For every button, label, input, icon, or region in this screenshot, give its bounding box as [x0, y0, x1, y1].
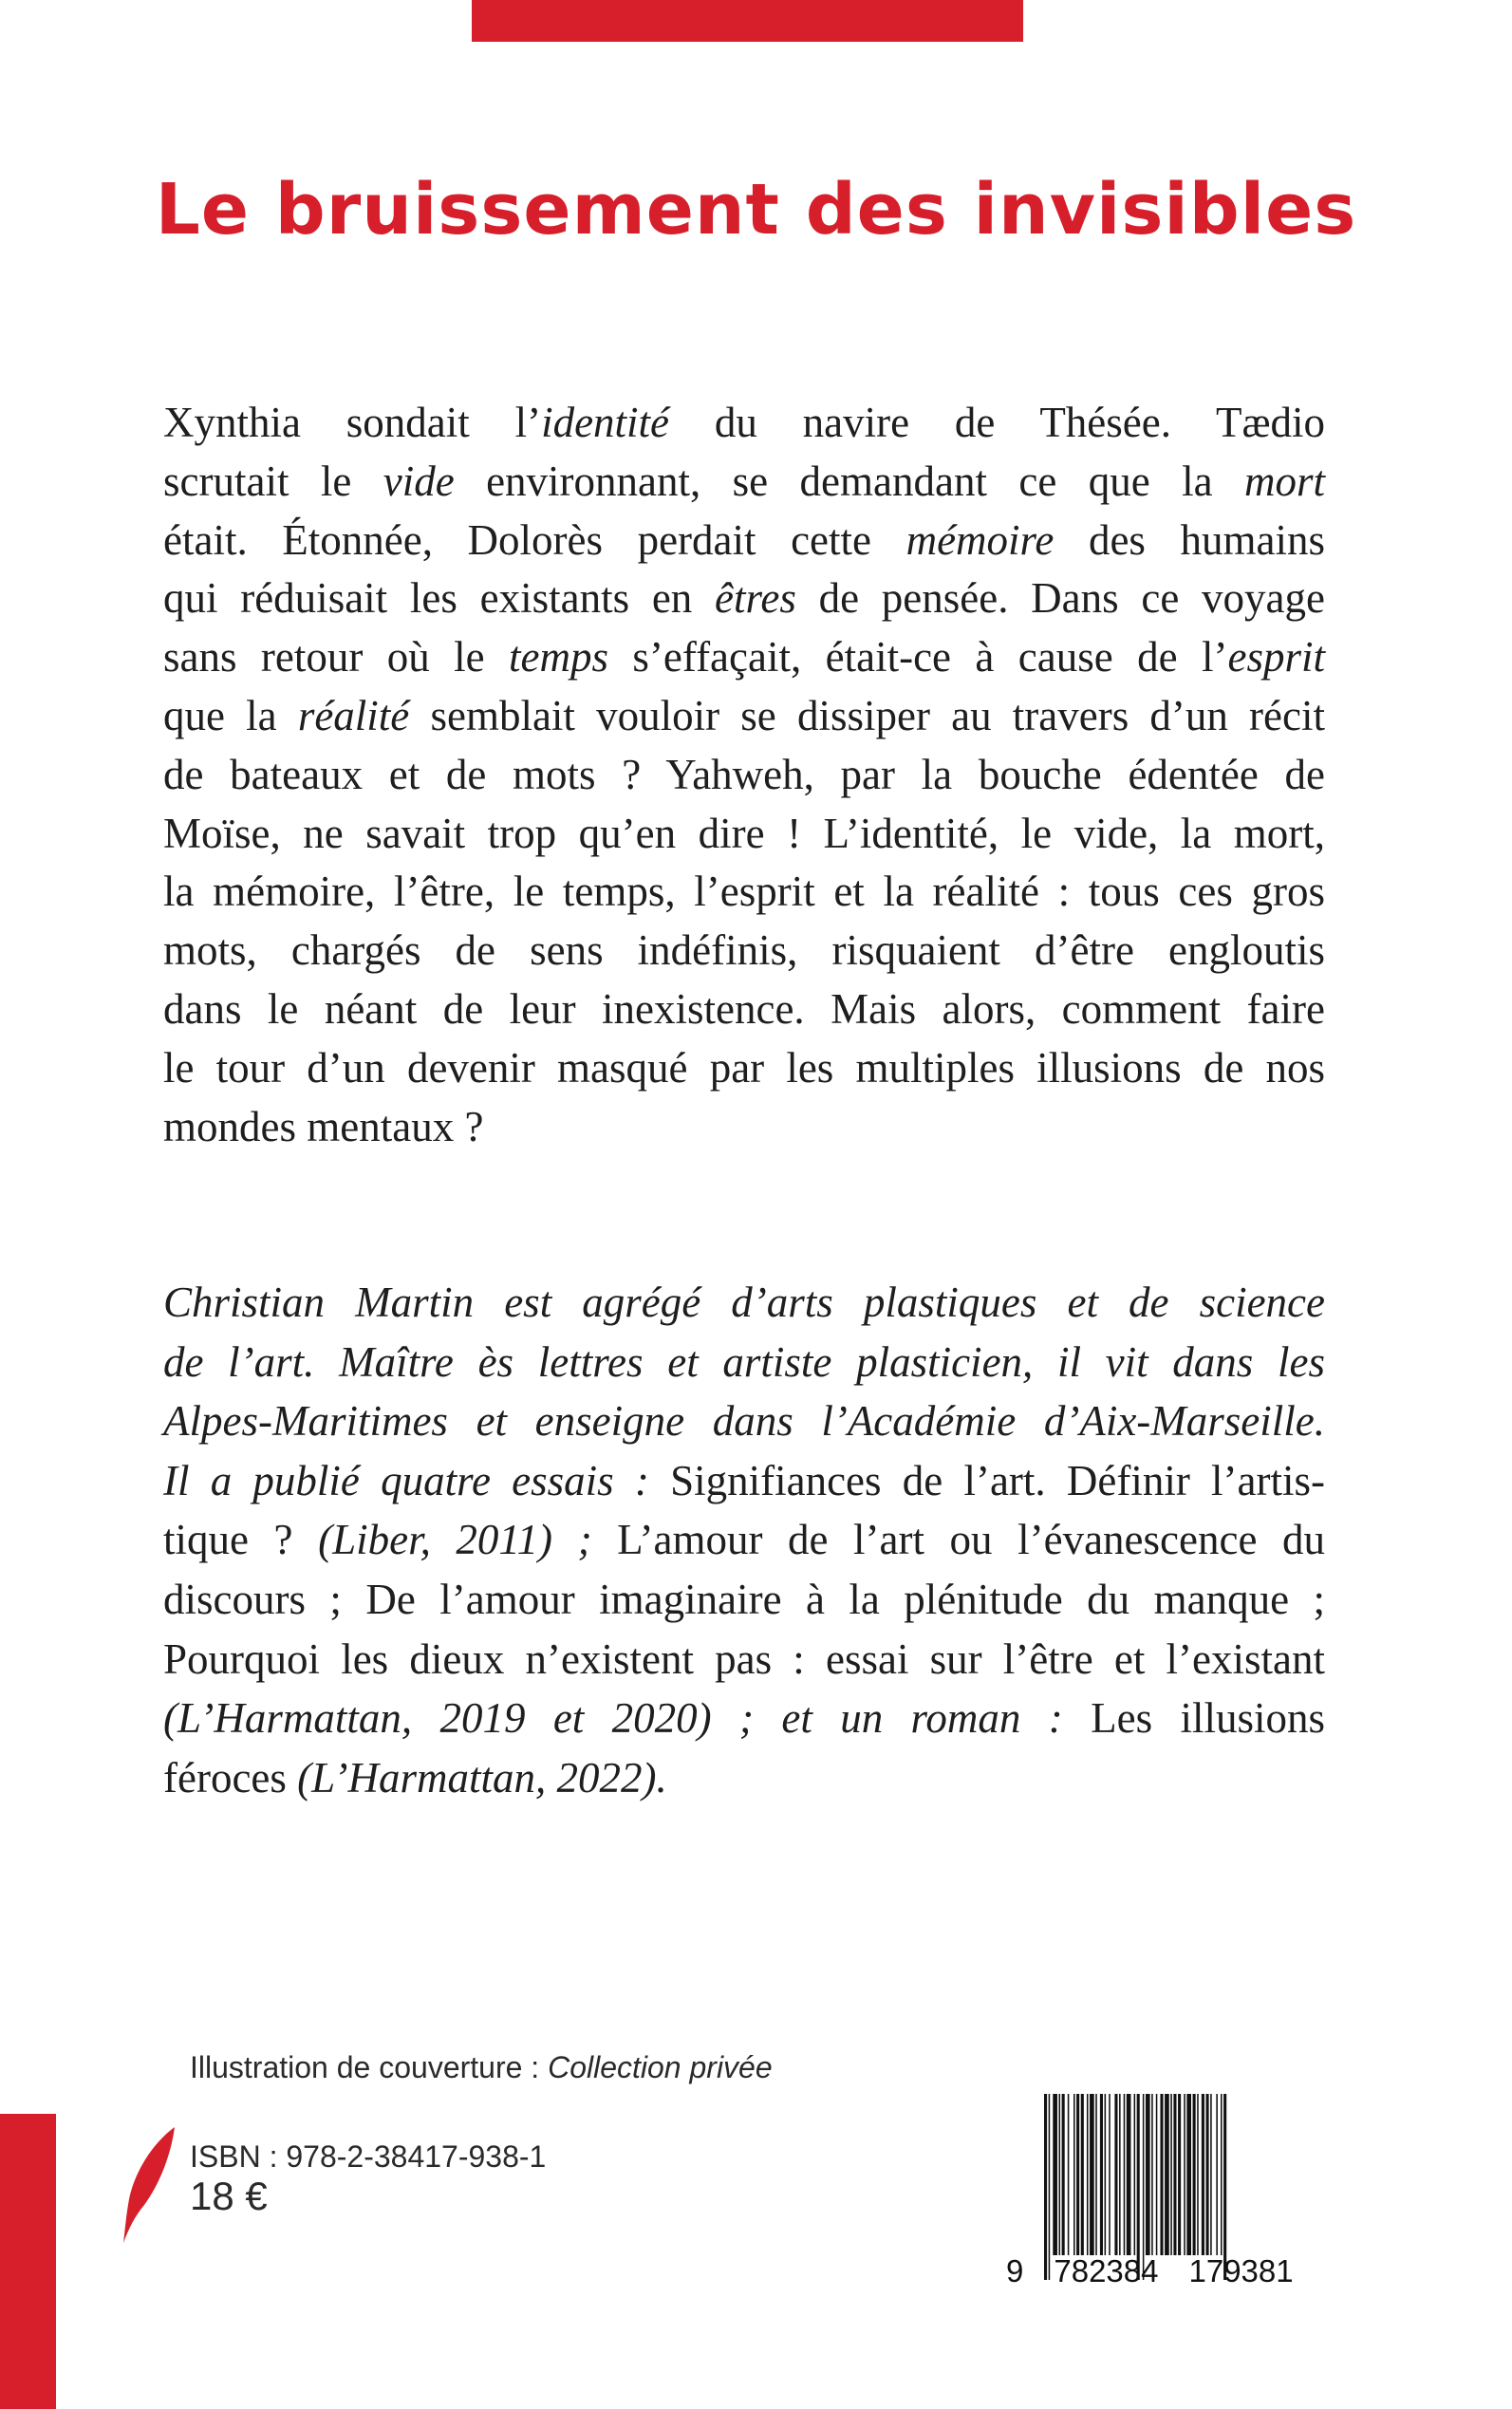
barcode-bar — [1202, 2094, 1204, 2255]
barcode-bar — [1160, 2094, 1163, 2255]
bio-line: discours ; De l’amour imaginaire à la plénitude du manque ; — [163, 1575, 1325, 1623]
barcode-bar — [1062, 2094, 1065, 2255]
feather-logo-icon — [116, 2123, 182, 2247]
barcode-digit-group: 179381 — [1188, 2253, 1294, 2288]
barcode-bar — [1223, 2094, 1226, 2280]
barcode-bar — [1173, 2094, 1176, 2255]
bio-line: féroces (L’Harmattan, 2022). — [163, 1753, 667, 1802]
barcode-bar — [1100, 2094, 1103, 2255]
barcode-bar — [1193, 2094, 1196, 2255]
bio-line: tique ? (Liber, 2011) ; L’amour de l’art ou l’évanescence du — [163, 1516, 1325, 1564]
summary-line: sans retour où le temps s’effaçait, était-ce à cause de l’esprit — [163, 633, 1326, 682]
barcode-bar — [1184, 2094, 1185, 2255]
bio-line: Alpes-Maritimes et enseigne dans l’Académie d’Aix-Marseille. — [163, 1397, 1325, 1446]
bio-line: Pourquoi les dieux n’existent pas : essai sur l’être et l’existant — [163, 1634, 1325, 1683]
summary-line: dans le néant de leur inexistence. Mais alors, comment faire — [163, 984, 1325, 1033]
barcode-bar — [1143, 2094, 1145, 2280]
barcode-bar — [1206, 2094, 1209, 2255]
barcode-bar — [1178, 2094, 1181, 2255]
left-accent-bar — [0, 2114, 56, 2409]
summary-line: scrutait le vide environnant, se demandant ce que la mort — [163, 457, 1325, 505]
bio-line: de l’art. Maître ès lettres et artiste plasticien, il vit dans les — [163, 1337, 1325, 1386]
bio-line: Christian Martin est agrégé d’arts plastiques et de science — [163, 1279, 1325, 1326]
summary-line: de bateaux et de mots ? Yahweh, par la bouche édentée de — [163, 750, 1325, 798]
barcode-bar — [1087, 2094, 1089, 2255]
summary-line: qui réduisait les existants en êtres de pensée. Dans ce voyage — [163, 574, 1325, 623]
barcode-bar — [1216, 2094, 1218, 2255]
summary-text — [163, 394, 1325, 1156]
barcode-bar — [1197, 2094, 1199, 2255]
barcode-bar — [1134, 2094, 1136, 2255]
book-title: Le bruissement des invisibles — [155, 169, 1357, 251]
barcode-bar — [1170, 2094, 1172, 2255]
barcode-bar — [1137, 2094, 1140, 2280]
barcode-bar — [1081, 2094, 1084, 2255]
barcode-bar — [1114, 2094, 1117, 2255]
barcode-bar — [1049, 2094, 1051, 2280]
illustration-credit: Illustration de couverture : Collection privée — [190, 2050, 773, 2084]
bio-line: (L’Harmattan, 2019 et 2020) ; et un roman : Les illusions — [163, 1694, 1325, 1743]
barcode-bar — [1124, 2094, 1126, 2255]
barcode-bar — [1059, 2094, 1061, 2255]
summary-line: que la réalité semblait vouloir se dissiper au travers d’un récit — [163, 691, 1325, 739]
barcode-bar — [1146, 2094, 1150, 2255]
barcode-bar — [1044, 2094, 1047, 2280]
barcode-bar — [1053, 2094, 1057, 2255]
barcode-bar — [1165, 2094, 1169, 2255]
summary-line: mondes mentaux ? — [163, 1102, 484, 1150]
barcode-bar — [1221, 2094, 1223, 2255]
barcode-bar — [1186, 2094, 1191, 2255]
barcode-bar — [1090, 2094, 1094, 2255]
barcode-bar — [1095, 2094, 1097, 2255]
barcode-digit-group: 782384 — [1054, 2253, 1159, 2288]
summary-line: la mémoire, l’être, le temps, l’esprit et la réalité : tous ces gros — [163, 868, 1325, 916]
barcode-bar — [1119, 2094, 1121, 2255]
barcode-bar — [1076, 2094, 1079, 2255]
barcode-bar — [1105, 2094, 1107, 2255]
summary-line: Xynthia sondait l’identité du navire de Thésée. Tædio — [163, 399, 1325, 446]
author-bio — [163, 1273, 1325, 1807]
barcode-bar — [1109, 2094, 1111, 2255]
summary-line: était. Étonnée, Dolorès perdait cette mémoire des humains — [163, 515, 1325, 564]
barcode-bar — [1127, 2094, 1131, 2255]
summary-line: le tour d’un devenir masqué par les multiples illusions de nos — [163, 1043, 1325, 1092]
barcode-bar — [1156, 2094, 1158, 2255]
barcode-bar — [1073, 2094, 1075, 2255]
summary-line: mots, chargés de sens indéfinis, risquaient d’être engloutis — [163, 926, 1325, 975]
price: 18 € — [190, 2174, 268, 2218]
top-accent-bar — [472, 0, 1023, 42]
barcode-bar — [1210, 2094, 1212, 2255]
isbn: ISBN : 978-2-38417-938-1 — [190, 2139, 547, 2174]
bio-line: Il a publié quatre essais : Signifiances de l’art. Définir l’artis- — [163, 1456, 1325, 1504]
summary-line: Moïse, ne savait trop qu’en dire ! L’identité, le vide, la mort, — [163, 809, 1325, 857]
barcode-digits — [1006, 2253, 1324, 2289]
barcode-bar — [1151, 2094, 1153, 2255]
barcode-digit-group: 9 — [1006, 2253, 1024, 2288]
barcode-bar — [1068, 2094, 1070, 2255]
